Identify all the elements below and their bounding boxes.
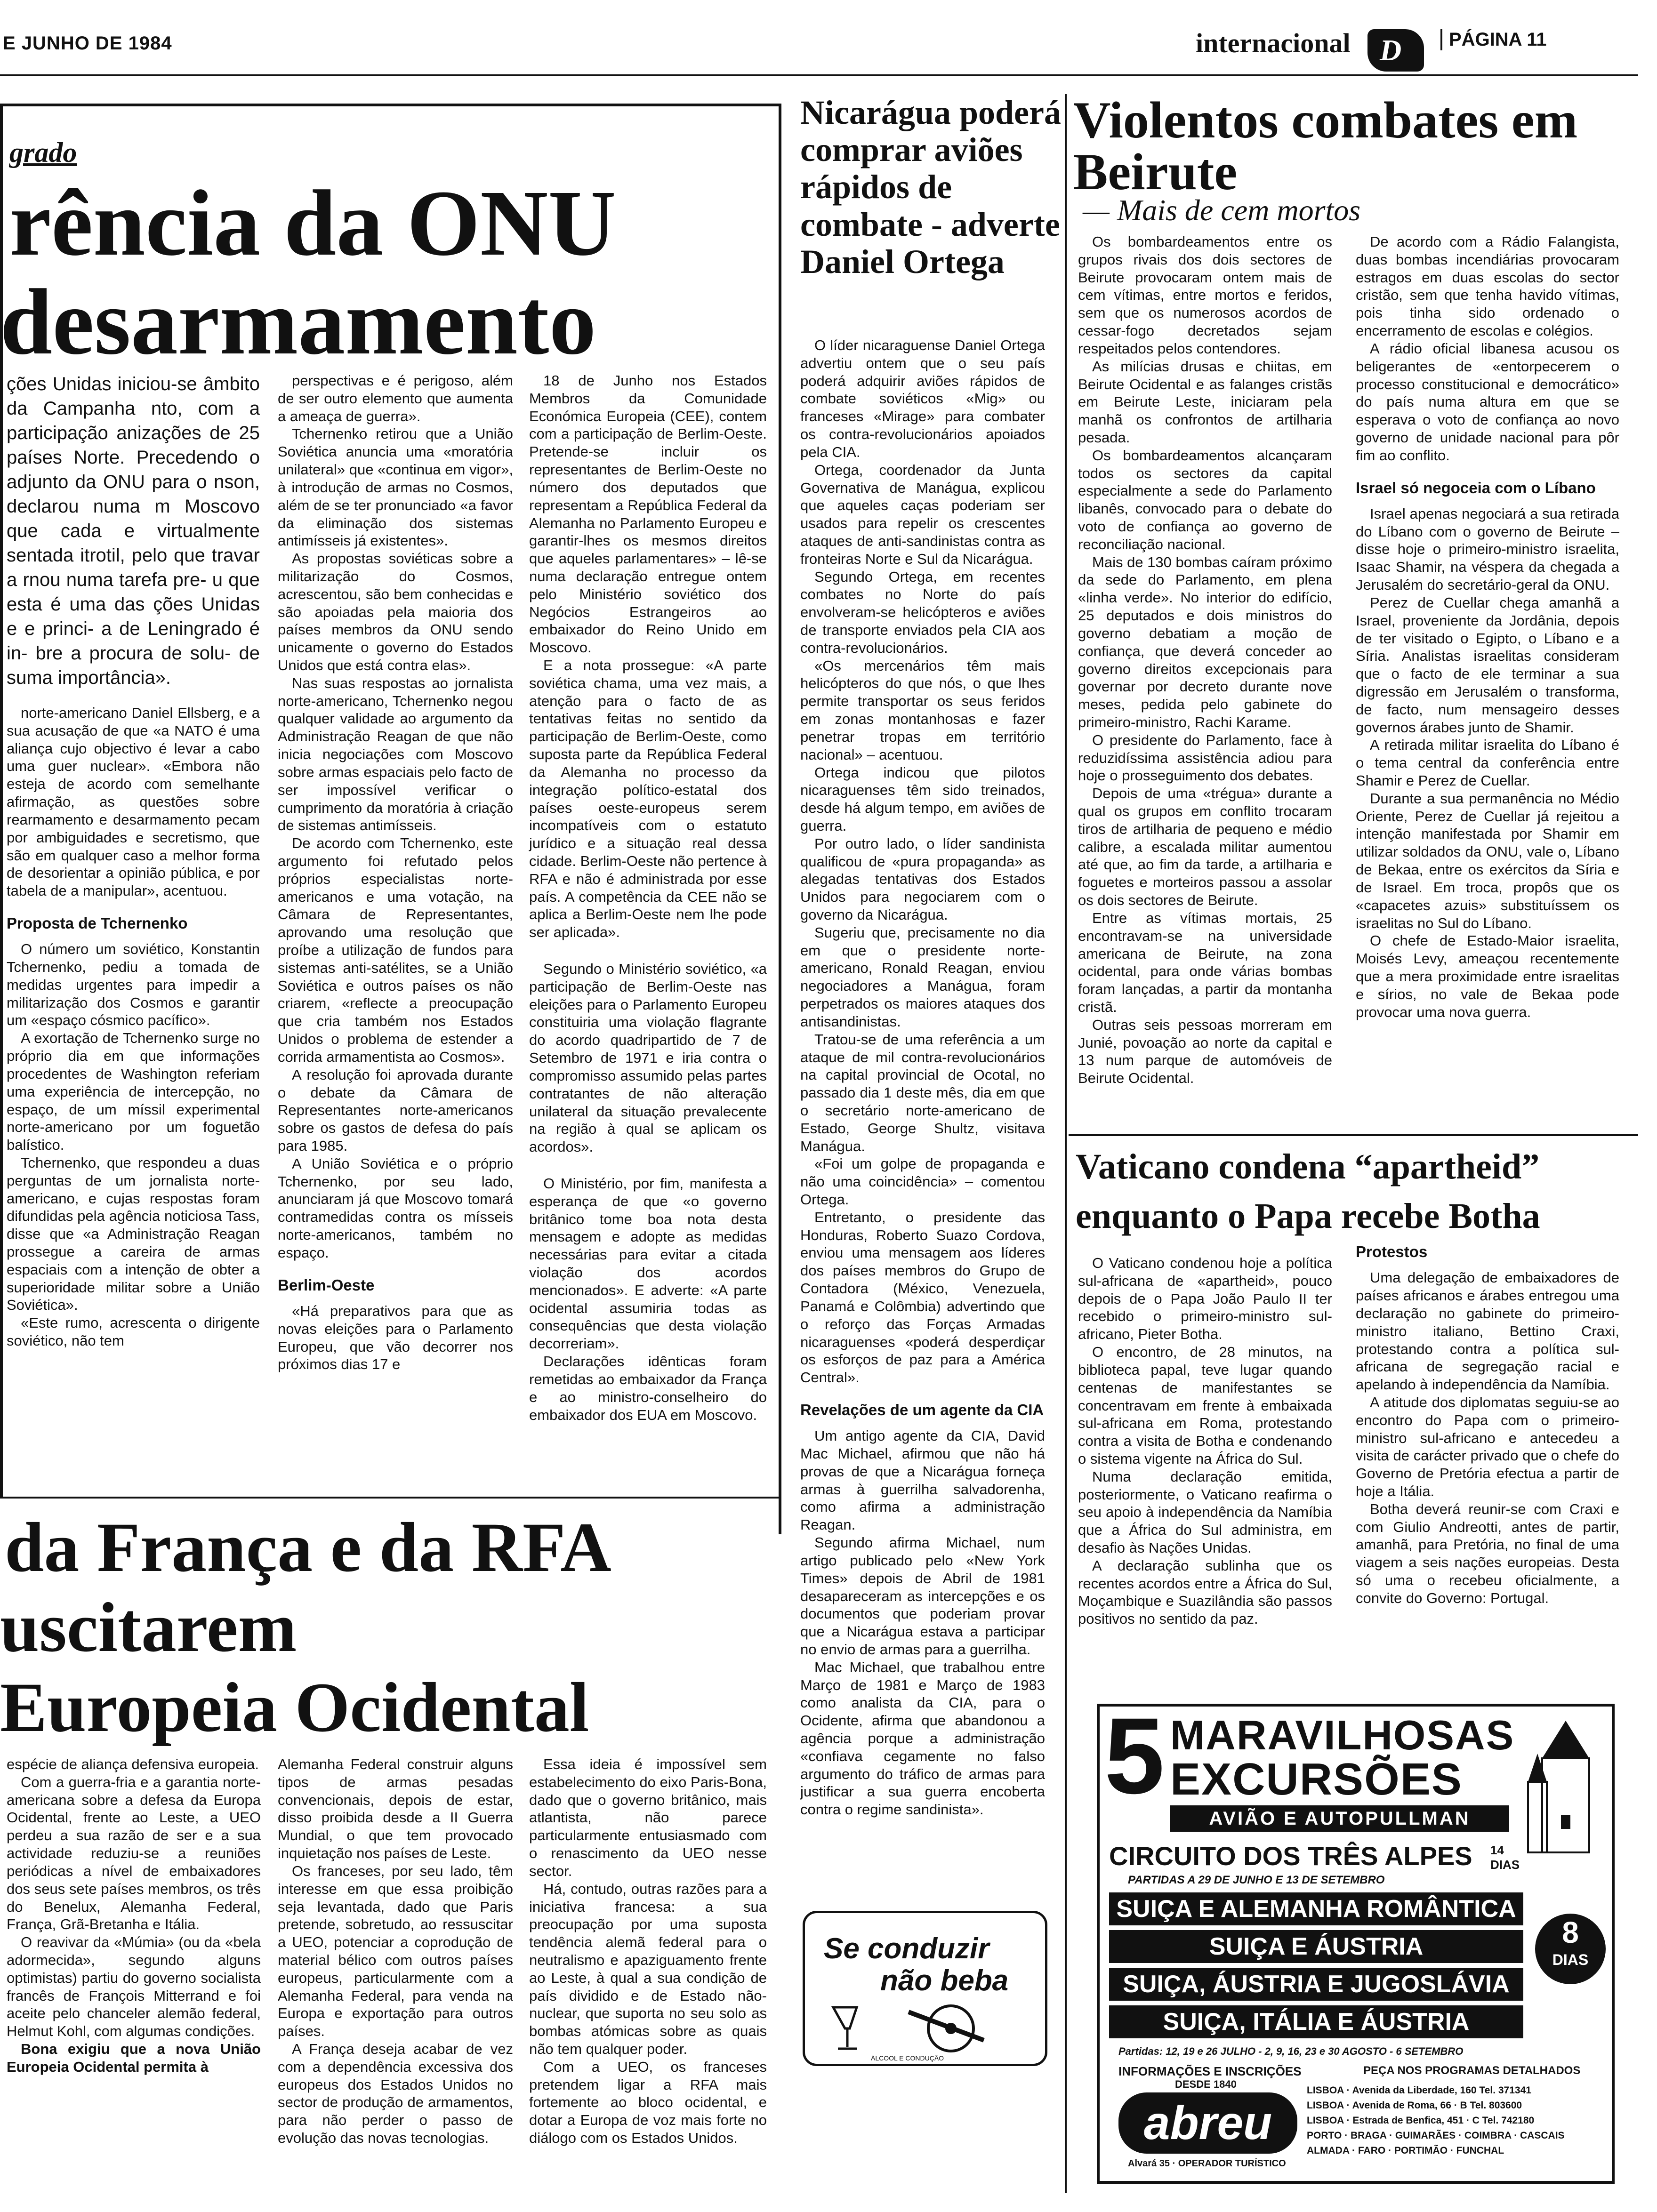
rfa-column-1 bbox=[7, 1755, 261, 2179]
advert-title-2: EXCURSÕES bbox=[1170, 1754, 1463, 1804]
nicaragua-headline: Nicarágua poderá comprar aviões rápidos de combate - adverte Daniel Ortega bbox=[800, 94, 1061, 281]
column-divider bbox=[1065, 94, 1067, 2193]
rfa-paragraph: Com a UEO, os franceses pretendem ligar a RFA mais fortemente ao bloco ocidental, e dotar a Europa de voz mais forte no diálogo com os Estados Unidos. bbox=[529, 2058, 767, 2147]
abreu-logo: abreu bbox=[1118, 2092, 1297, 2154]
vaticano-headline-1: Vaticano condena “apartheid” bbox=[1076, 1147, 1540, 1186]
glass-steering-wheel-icon bbox=[824, 2003, 1031, 2054]
advert-address: LISBOA · Estrada de Benfica, 451 · C Tel. 742180 bbox=[1307, 2115, 1535, 2126]
travel-advert bbox=[1097, 1695, 1615, 2184]
nicaragua-paragraph: «Foi um golpe de propaganda e não uma coincidência» – comentou Ortega. bbox=[800, 1155, 1045, 1208]
rfa-top-rule bbox=[0, 1497, 781, 1499]
advert-addresses bbox=[1307, 2083, 1608, 2158]
beirute-column-2 bbox=[1356, 233, 1619, 1118]
beirute-subtitle: — Mais de cem mortos bbox=[1083, 193, 1361, 227]
onu-column-2 bbox=[278, 372, 513, 1478]
beirute-paragraph: Os bombardeamentos entre os grupos rivais dos dois sectores de Beirute provocaram ontem mais de cem vítimas, entre mortos e feridos, sem que os numerosos acordos de cessar-fogo decretados sejam respeitados pelos contendores. bbox=[1078, 233, 1332, 357]
advert-number: 5 bbox=[1104, 1695, 1165, 1816]
advert-title-1: MARAVILHOSAS bbox=[1170, 1712, 1515, 1758]
advert-badge-number: 8 bbox=[1562, 1915, 1579, 1949]
vaticano-paragraph: Uma delegação de embaixadores de países africanos e árabes entregou uma declaração no gabinete do primeiro-ministro italiano, Bettino Craxi, protestando contra a política sul-africana de segregação racial e apelando à independência da Namíbia. bbox=[1356, 1269, 1619, 1393]
advert-option-2: SUIÇA E ÁUSTRIA bbox=[1109, 1930, 1523, 1963]
advert-since: DESDE 1840 bbox=[1175, 2078, 1237, 2090]
onu-paragraph: «Este rumo, acrescenta o dirigente soviético, não tem bbox=[7, 1314, 260, 1349]
onu-subhead-tchernenko: Proposta de Tchernenko bbox=[7, 914, 188, 932]
advert-option-4: SUIÇA, ITÁLIA E ÁUSTRIA bbox=[1109, 2005, 1523, 2038]
onu-paragraph: norte-americano Daniel Ellsberg, e a sua acusação de que «a NATO é uma aliança cujo objectivo é levar a cabo uma guer nuclear». «Embora não esteja de acordo com semelhante afirmação, as questões sobre rearmamento e desarmamento pecam por ambiguidades e secretismo, que são em qualquer caso a melhor forma de desorientar a opinião pública, e por tabela de a manipular», acentuou. bbox=[7, 705, 260, 899]
onu-paragraph: 18 de Junho nos Estados Membros da Comunidade Económica Europeia (CEE), contem com a participação de Berlim-Oeste. Pretende-se incluir os representantes de Berlim-Oeste no número dos deputados que representam a República Federal da Alemanha no Parlamento Europeu e garantir-lhes os mesmos direitos que aqueles parlamentares» – lê-se numa declaração entregue ontem pelo Ministério soviético dos Negócios Estrangeiros ao embaixador do Reino Unido em Moscovo. bbox=[529, 372, 767, 656]
advert-badge-text: DIAS bbox=[1552, 1951, 1589, 1968]
vaticano-headline-2: enquanto o Papa recebe Botha bbox=[1076, 1196, 1540, 1236]
vaticano-paragraph: Numa declaração emitida, posteriormente, o Vaticano reafirma o seu apoio à independência da Namíbia que a África do Sul administra, em desafio às Nações Unidas. bbox=[1078, 1468, 1332, 1556]
advert-address: LISBOA · Avenida de Roma, 66 · B Tel. 803600 bbox=[1307, 2100, 1522, 2111]
onu-paragraph: O número um soviético, Konstantin Tchernenko, pediu a tomada de medidas urgentes para impedir a militarização dos Cosmos e garantir um «espaço cósmico pacífico». bbox=[7, 941, 260, 1029]
onu-column-3 bbox=[529, 372, 767, 1478]
rfa-column-3 bbox=[529, 1755, 767, 2179]
nicaragua-paragraph: Sugeriu que, precisamente no dia em que o presidente norte-americano, Ronald Reagan, enviou negociadores a Manágua, foram perpetrados os maiores ataques dos antisandinistas. bbox=[800, 924, 1045, 1030]
rfa-paragraph: Os franceses, por seu lado, têm interesse em que essa proibição seja levantada, dado que Paris pretende, sobretudo, ao ressuscitar a UEO, potenciar a coprodução de material bélico com outros países europeus, particularmente com a Alemanha Federal, para venda na Europa e exportação para outros países. bbox=[278, 1862, 513, 2040]
advert-days-badge bbox=[1535, 1914, 1606, 1984]
vaticano-paragraph: O encontro, de 28 minutos, na biblioteca papal, teve lugar quando centenas de manifestantes se concentravam em frente à embaixada sul-africana em Roma, protestando contra a visita de Botha e condenando o sistema vigente na África do Sul. bbox=[1078, 1344, 1332, 1467]
rfa-headline-3: Europeia Ocidental bbox=[0, 1668, 589, 1747]
beirute-subhead-israel: Israel só negoceia com o Líbano bbox=[1356, 479, 1596, 497]
beirute-paragraph: Entre as vítimas mortais, 25 encontravam-se na universidade americana de Beirute, na zona ocidental, para onde várias bombas foram lançadas, a partir da montanha cristã. bbox=[1078, 909, 1332, 1015]
nicaragua-paragraph: Tratou-se de uma referência a um ataque de mil contra-revolucionários na capital provincial de Ocotal, no passado dia 1 deste mês, dia em que o secretário norte-americano de Estado, George Shultz, visitava Manágua. bbox=[800, 1031, 1045, 1154]
vaticano-paragraph: A declaração sublinha que os recentes acordos entre a África do Sul, Moçambique e Suazilândia são passos positivos no sentido da paz. bbox=[1078, 1557, 1332, 1627]
onu-paragraph: De acordo com Tchernenko, este argumento foi refutado pelos próprios especialistas norte-americanos e uma votação, na Câmara de Representantes, aprovando uma resolução que proíbe a utilização de fundos para sistemas anti-satélites, se a União Soviética e outros países os não criarem, «reflecte a preocupação que cria também nos Estados Unidos o problema de estender a corrida armamentista ao Cosmos». bbox=[278, 835, 513, 1065]
beirute-paragraph: Israel apenas negociará a sua retirada do Líbano com o governo de Beirute – disse hoje o primeiro-ministro israelita, Isaac Shamir, na véspera da chegada a Jerusalém do secretário-geral da ONU. bbox=[1356, 505, 1619, 593]
advert-option-1: SUIÇA E ALEMANHA ROMÂNTICA bbox=[1109, 1892, 1523, 1925]
advert-programs: PEÇA NOS PROGRAMAS DETALHADOS bbox=[1363, 2064, 1581, 2077]
header-rule bbox=[0, 74, 1638, 76]
section-title: internacional bbox=[1196, 28, 1351, 58]
onu-top-rule bbox=[0, 104, 781, 106]
beirute-paragraph: Depois de uma «trégua» durante a qual os grupos em conflito trocaram tiros de artilharia de pequeno e médio calibre, a escalada militar aumentou até que, ao fim da tarde, a artilharia e foguetes e morteiros passou a assolar os dois sectores de Beirute. bbox=[1078, 785, 1332, 909]
onu-headline-1: rência da ONU bbox=[9, 171, 616, 275]
onu-paragraph: Declarações idênticas foram remetidas ao embaixador da França e ao ministro-conselheiro do embaixador dos EUA em Moscovo. bbox=[529, 1353, 767, 1423]
advert-departures: Partidas: 12, 19 e 26 JULHO - 2, 9, 16, 23 e 30 AGOSTO - 6 SETEMBRO bbox=[1118, 2045, 1464, 2057]
nicaragua-paragraph: Um antigo agente da CIA, David Mac Michael, afirmou que não há provas de que a Nicarágua forneça armas à guerrilha salvadorenha, como afirma a administração Reagan. bbox=[800, 1427, 1045, 1533]
advert-address: PORTO · BRAGA · GUIMARÃES · COIMBRA · CASCAIS bbox=[1307, 2130, 1565, 2141]
onu-paragraph: Tchernenko, que respondeu a duas perguntas de um jornalista norte-americano, e cujas respostas foram difundidas pela agência noticiosa Tass, disse que «a Administração Reagan prossegue a careira de armas espaciais com a intenção de obter a superioridade militar sobre a União Soviética». bbox=[7, 1154, 260, 1314]
vaticano-paragraph: A atitude dos diplomatas seguiu-se ao encontro do Papa com o primeiro-ministro sul-africano e antecedeu a visita de carácter privado que o chefe do Governo de Pretória efectua a partir de hoje a Itália. bbox=[1356, 1394, 1619, 1499]
beirute-paragraph: Perez de Cuellar chega amanhã a Israel, proveniente da Jordânia, depois de ter visitado o Egipto, o Líbano e a Síria. Analistas israelitas consideram que o facto de ele terminar a sua digressão em Jerusalém o transforma, de facto, num mensageiro desses governos árabes junto de Shamir. bbox=[1356, 594, 1619, 736]
beirute-paragraph: O chefe de Estado-Maior israelita, Moisés Levy, ameaçou recentemente que a mera proximidade entre israelitas e sírios, no vale de Bekaa pode provocar uma nova guerra. bbox=[1356, 932, 1619, 1020]
rfa-paragraph: O reavivar da «Múmia» (ou da «bela adormecida», segundo alguns optimistas) partiu do governo socialista francês de François Mitterrand e foi aceite pelo chanceler alemão federal, Helmut Kohl, com algumas condições. bbox=[7, 1934, 261, 2040]
advert-address: LISBOA · Avenida da Liberdade, 160 Tel. 371341 bbox=[1307, 2085, 1531, 2096]
rfa-headline-2: uscitarem bbox=[0, 1588, 297, 1667]
beirute-paragraph: As milícias drusas e chiitas, em Beirute Ocidental e as falanges cristãs em Beirute Leste, iniciaram pela manhã os confrontos de artilharia pesada. bbox=[1078, 358, 1332, 446]
advert-address: ALMADA · FARO · PORTIMÃO · FUNCHAL bbox=[1307, 2145, 1504, 2156]
beirute-paragraph: O presidente do Parlamento, face à reduzidíssima assistência adiou para hoje o prosseguimento dos debates. bbox=[1078, 731, 1332, 784]
nicaragua-subhead-cia: Revelações de um agente da CIA bbox=[800, 1401, 1044, 1419]
psa-small-text: ÁLCOOL E CONDUÇÃO bbox=[871, 2054, 944, 2062]
rfa-paragraph: Com a guerra-fria e a garantia norte-americana sobre a defesa da Europa Ocidental, frente ao Leste, a UEO perdeu a sua razão de ser e a sua actividade reduziu-se a reuniões periódicas a nível de embaixadores dos seus sete países membros, os três do Benelux, Alemanha Federal, França, Grã-Bretanha e Itália. bbox=[7, 1773, 261, 1933]
nicaragua-paragraph: Mac Michael, que trabalhou entre Março de 1981 e Março de 1983 como analista da CIA, para o Ocidente, afirma que abandonou a agência porque a administração «confiava cegamente no falso argumento do tráfico de armas para justificar a sua guerra encoberta contra o regime sandinista». bbox=[800, 1659, 1045, 1818]
advert-circuit-days: 14 DIAS bbox=[1490, 1843, 1520, 1872]
nicaragua-paragraph: Entretanto, o presidente das Honduras, Roberto Suazo Cordova, enviou uma mensagem aos líderes dos países membros do Grupo de Contadora (México, Venezuela, Panamá e Colômbia) advertindo que o reforço das Forças Armadas nicaraguenses «poderá desperdiçar os esforços de paz para a América Central». bbox=[800, 1209, 1045, 1386]
onu-paragraph: E a nota prossegue: «A parte soviética chama, uma vez mais, a atenção para o facto de as tentativas feitas no sentido da participação de Berlim-Oeste, como suposta parte da República Federal da Alemanha no processo da integração político-estatal dos países oeste-europeus serem incompatíveis com o estatuto jurídico e a situação real dessa cidade. Berlim-Oeste não pertence à RFA e não é administrada por esse país. A competência da CEE não se aplica a Berlim-Oeste nem lhe pode ser aplicada». bbox=[529, 657, 767, 941]
onu-lead: ções Unidas iniciou-se âmbito da Campanha nto, com a participação anizações de 25 países Norte. Precedendo o adjunto da ONU para o nson, declarou numa m Moscovo que cada e virtualmente sentada itrotil, pelo que travar a rnou numa tarefa pre- u que esta é uma das ções Unidas e e princi- a de Leningrado é in- bre a procura de solu- de suma importância». bbox=[7, 374, 260, 688]
vaticano-subhead-protestos: Protestos bbox=[1356, 1243, 1428, 1260]
onu-paragraph: As propostas soviéticas sobre a militarização do Cosmos, acrescentou, são bem conhecidas e são apoiadas pela maioria dos países membros da ONU sendo unicamente o governo do Estados Unidos que está contra elas». bbox=[278, 550, 513, 673]
beirute-paragraph: Outras seis pessoas morreram em Junié, povoação ao norte da capital e 13 num parque de automóveis de Beirute Ocidental. bbox=[1078, 1016, 1332, 1087]
onu-paragraph: «Há preparativos para que as novas eleições para o Parlamento Europeu, que vão decorrer nos próximos dias 17 e bbox=[278, 1302, 513, 1373]
vaticano-paragraph: Botha deverá reunir-se com Craxi e com Giulio Andreotti, antes de partir, amanhã, para Pretória, no final de uma viagem a seis nações europeias. Desta só uma o recebeu oficialmente, a convite do Governo: Portugal. bbox=[1356, 1500, 1619, 1606]
onu-paragraph: Segundo o Ministério soviético, «a participação de Berlim-Oeste nas eleições para o Parlamento Europeu constituiria uma violação flagrante do acordo quadripartido de 7 de Setembro de 1971 e iria contra o compromisso assumido pelas partes contratantes de não alteração unilateral da situação prevalecente na região à qual se aplicam os acordos». bbox=[529, 961, 767, 1155]
nicaragua-paragraph: Segundo Ortega, em recentes combates no Norte do país envolveram-se helicópteros e aviões de transporte enviados pela CIA aos contra-revolucionários. bbox=[800, 568, 1045, 656]
onu-paragraph: Nas suas respostas ao jornalista norte-americano, Tchernenko negou qualquer validade ao argumento da Administração Reagan de que não inicia negociações com Moscovo sobre armas espaciais pelo facto de ser impossível verificar o cumprimento da moratória à criação de sistemas antimísseis. bbox=[278, 674, 513, 834]
onu-paragraph: Tchernenko retirou que a União Soviética anuncia uma «moratória unilateral» que «continua em vigor», à introdução de armas no Cosmos, além de se ter pronunciado «a favor da eliminação dos sistemas antimísseis já existentes». bbox=[278, 425, 513, 549]
psa-line-1: Se conduzir bbox=[824, 1932, 989, 1965]
advert-mode: AVIÃO E AUTOPULLMAN bbox=[1170, 1805, 1509, 1832]
nicaragua-paragraph: Por outro lado, o líder sandinista qualificou de «pura propaganda» as alegadas tentativas dos Estados Unidos para negociarem com o governo da Nicarágua. bbox=[800, 835, 1045, 923]
nicaragua-paragraph: «Os mercenários têm mais helicópteros do que nós, o que lhes permite transportar os seus feridos em zonas montanhosas e fazer penetrar tropas em território nacional» – acentuou. bbox=[800, 657, 1045, 763]
vaticano-column-1 bbox=[1078, 1254, 1332, 1627]
page-number: PÁGINA 11 bbox=[1440, 29, 1546, 50]
nicaragua-paragraph: Ortega indicou que pilotos nicaraguenses têm sido treinados, desde há algum tempo, em aviões de guerra. bbox=[800, 764, 1045, 834]
onu-paragraph: O Ministério, por fim, manifesta a esperança de que «o governo britânico tome boa nota desta mensagem e adopte as medidas necessárias para evitar a citada violação dos acordos mencionados». E adverte: «A parte ocidental assumiria todas as consequências que desta violação decorreriam». bbox=[529, 1175, 767, 1352]
advert-info: INFORMAÇÕES E INSCRIÇÕES bbox=[1118, 2064, 1302, 2078]
beirute-paragraph: Durante a sua permanência no Médio Oriente, Perez de Cuellar já rejeitou a intenção manifestada por Shamir em utilizar soldados da ONU, vale o, Líbano de Bekaa, entre os exércitos da Síria e de Israel. Em troca, propôs que os «capacetes azuis» substituíssem os israelitas no Sul do Líbano. bbox=[1356, 790, 1619, 931]
beirute-paragraph: Mais de 130 bombas caíram próximo da sede do Parlamento, em plena «linha verde». No interior do edifício, 25 deputados e dois ministros do governo debatiam a moção de confiança, que deverá conceder ao governo direitos excepcionais para governar por decreto durante nove meses, pedida pelo gabinete do primeiro-ministro, Rachi Karame. bbox=[1078, 553, 1333, 730]
advert-circuit: CIRCUITO DOS TRÊS ALPES bbox=[1109, 1841, 1472, 1871]
beirute-paragraph: De acordo com a Rádio Falangista, duas bombas incendiárias provocaram estragos em duas escolas do sector cristão, sem que tenha havido vítimas, pois tinha sido ordenado o encerramento de escolas e colégios. bbox=[1356, 233, 1619, 339]
rfa-paragraph: espécie de aliança defensiva europeia. bbox=[7, 1756, 259, 1772]
rfa-headline-1: da França e da RFA bbox=[5, 1508, 611, 1587]
psa-line-2: não beba bbox=[880, 1964, 1009, 1997]
vaticano-column-2 bbox=[1356, 1242, 1619, 1606]
vaticano-top-rule bbox=[1069, 1134, 1638, 1136]
onu-paragraph: A União Soviética e o próprio Tchernenko, por seu lado, anunciaram já que Moscovo tomará contramedidas contra os mísseis norte-americanos, também no espaço. bbox=[278, 1155, 513, 1261]
beirute-column-1 bbox=[1078, 233, 1332, 1118]
nicaragua-column bbox=[800, 337, 1045, 1818]
psa-box bbox=[803, 1911, 1047, 2066]
advert-circuit-dates: PARTIDAS A 29 DE JUNHO E 13 DE SETEMBRO bbox=[1128, 1874, 1385, 1886]
beirute-paragraph: Os bombardeamentos alcançaram todos os sectores da capital especialmente a sede do Parlamento libanês, convocado para o debate do voto de confiança ao governo de reconciliação nacional. bbox=[1078, 447, 1332, 553]
nicaragua-paragraph: O líder nicaraguense Daniel Ortega advertiu ontem que o seu país poderá adquirir aviões rápidos de combate soviéticos «Mig» ou franceses «Mirage» para combater os contra-revolucionários apoiados pela CIA. bbox=[800, 337, 1045, 460]
onu-paragraph: A resolução foi aprovada durante o debate da Câmara de Representantes norte-americanos sobre os gastos de defesa do país para 1985. bbox=[278, 1066, 513, 1154]
rfa-column-2 bbox=[278, 1755, 513, 2179]
onu-headline-2: desarmamento bbox=[0, 270, 596, 374]
advert-footer: Alvará 35 · OPERADOR TURÍSTICO bbox=[1128, 2158, 1286, 2169]
newspaper-logo-icon: D bbox=[1367, 29, 1424, 72]
onu-paragraph: perspectivas e é perigoso, além de ser outro elemento que aumenta a ameaça de guerra». bbox=[278, 372, 513, 425]
advert-option-3: SUIÇA, ÁUSTRIA E JUGOSLÁVIA bbox=[1109, 1968, 1523, 2001]
beirute-paragraph: A rádio oficial libanesa acusou os beligerantes de «entorpecerem o processo constitucional e democrático» do país numa altura em que se esperava o voto de confiança ao novo governo de unidade nacional para pôr fim ao conflito. bbox=[1356, 340, 1619, 464]
onu-paragraph: A exortação de Tchernenko surge no próprio dia em que informações procedentes de Washington referiam uma experiência de intercepção, no espaço, de um míssil experimental norte-americano por um foguetão balístico. bbox=[7, 1030, 260, 1154]
beirute-paragraph: A retirada militar israelita do Líbano é o tema central da conferência entre Shamir e Perez de Cuellar. bbox=[1356, 737, 1619, 789]
rfa-paragraph: Bona exigiu que a nova União Europeia Ocidental permita à bbox=[7, 2041, 261, 2075]
beirute-headline: Violentos combates em Beirute bbox=[1073, 91, 1578, 200]
onu-right-rule bbox=[779, 104, 781, 1534]
page-date: E JUNHO DE 1984 bbox=[3, 33, 172, 54]
onu-column-1 bbox=[7, 372, 260, 1478]
nicaragua-paragraph: Ortega, coordenador da Junta Governativa de Manágua, explicou que aqueles caças poderiam ser usados para repelir os crescentes ataques de anti-sandinistas contra as fronteiras Norte e Sul da Nicarágua. bbox=[800, 461, 1045, 567]
rfa-paragraph: A França deseja acabar de vez com a dependência excessiva dos europeus dos Estados Unidos no sector de produção de armamentos, para não perder o passo de evolução das novas tecnologias. bbox=[278, 2041, 513, 2147]
nicaragua-paragraph: Segundo afirma Michael, num artigo publicado pelo «New York Times» depois de Abril de 1981 desapareceram as intercepções e os documentos que poderiam provar que a Nicarágua estava a participar no envio de armas para a guerrilha. bbox=[800, 1534, 1045, 1658]
onu-subhead-berlim: Berlim-Oeste bbox=[278, 1276, 375, 1294]
onu-kicker: grado bbox=[9, 137, 77, 168]
rfa-paragraph: Alemanha Federal construir alguns tipos de armas pesadas convencionais, depois de estar, disso proibida desde a II Guerra Mundial, o que tem provocado inquietação nos países de Leste. bbox=[278, 1756, 513, 1862]
castle-icon bbox=[1523, 1711, 1608, 1852]
vaticano-paragraph: O Vaticano condenou hoje a política sul-africana de «apartheid», pouco depois de o Papa João Paulo II ter recebido o primeiro-ministro sul-africano, Pieter Botha. bbox=[1078, 1255, 1332, 1343]
rfa-paragraph: Essa ideia é impossível sem estabelecimento do eixo Paris-Bona, dado que o governo britânico, mais atlantista, não parece particularmente entusiasmado com o renascimento da UEO nesse sector. bbox=[529, 1756, 767, 1879]
rfa-paragraph: Há, contudo, outras razões para a iniciativa francesa: a sua preocupação por uma suposta tendência alemã federal para o neutralismo e apaziguamento frente ao Leste, à qual a sua condição de país dividido e de Estado não-nuclear, que suporta no seu solo as bombas atómicas sobre as quais não tem qualquer poder. bbox=[529, 1880, 767, 2057]
